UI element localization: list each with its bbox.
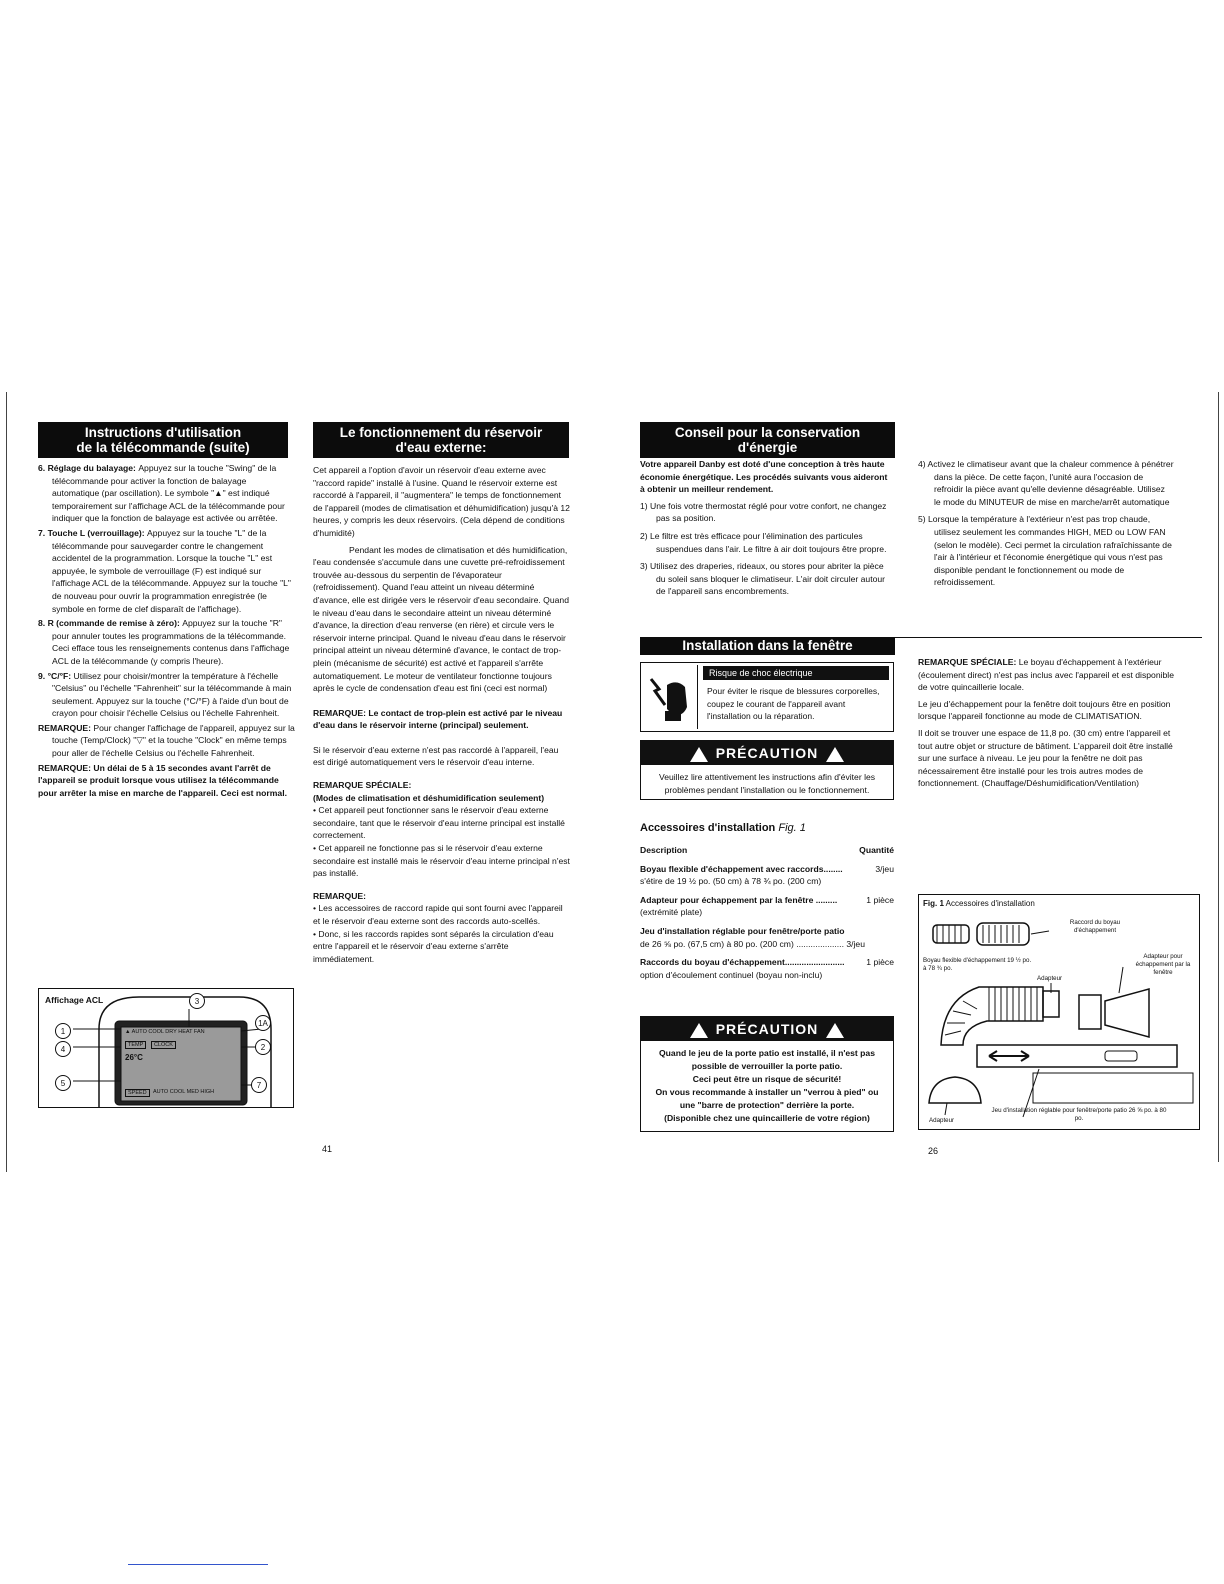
col2-body <box>313 464 571 969</box>
acc-item-qty: 1 pièce <box>866 894 894 905</box>
col1-list-item <box>38 722 296 760</box>
callout-1A: 1A <box>255 1015 271 1031</box>
col2-rem-b2: • Donc, si les raccords rapides sont séparés la circulation d'eau entre l'appareil et le réservoir d'eau externe s'arrête immédiatement. <box>313 928 554 964</box>
acc-qty-head: Quantité <box>859 845 894 855</box>
col2-note1: REMARQUE: Le contact de trop-plein est activé par le niveau d'eau dans le réservoir interne (principal) seulement. <box>313 707 563 731</box>
col2-special-sub: (Modes de climatisation et déshumidification seulement) <box>313 792 545 803</box>
fig1-label-raccord: Raccord du boyau d'échappement <box>1069 919 1121 934</box>
col4-special-title: REMARQUE SPÉCIALE: <box>918 657 1017 667</box>
col2-header-line1: Le fonctionnement du réservoir <box>339 425 543 440</box>
acc-item <box>640 956 894 981</box>
col3-header-line2: d'énergie <box>737 440 798 455</box>
shock-icon <box>643 665 698 729</box>
callout-7: 7 <box>251 1077 267 1093</box>
acc-item <box>640 863 894 888</box>
col4-item-list <box>918 458 1174 589</box>
footer-line <box>128 1564 268 1565</box>
item-title: Réglage du balayage: <box>47 463 139 473</box>
callout-1: 1 <box>55 1023 71 1039</box>
col1-list-item <box>38 617 296 667</box>
item-text: Appuyez sur la touche "L" de la télécommande pour sauvegarder contre le changement accidentel de la programmation. Lorsque la touche "L" est appuyée, le symbole de verrouillage (F) est indiqué sur l'affichage ACL de la télécommande. Appuyez sur la touche "L" de nouveau pour ouvrir la programmation enregistrée (le symbole en forme de clef disparaît de l'affichage). <box>52 527 291 614</box>
col1-list-item <box>38 462 296 525</box>
col1-header <box>38 422 288 458</box>
acc-item <box>640 894 894 919</box>
shock-text: Pour éviter le risque de blessures corporelles, coupez le courant de l'appareil avant l'installation ou la réparation. <box>707 686 880 722</box>
fig1-box <box>918 894 1200 1130</box>
item-text: Appuyez sur la touche "R" pour annuler toutes les programmations de la télécommande. Ceci efface tous les renseignements contenus dans l'affichage ACL de la télécommande (y compris l'heure). <box>52 618 290 666</box>
lcd-text-temp: TEMP <box>125 1041 146 1049</box>
lcd-text-speed: SPEED <box>125 1089 150 1097</box>
col3-item-list <box>640 500 894 598</box>
acc-item-qty: 3/jeu <box>875 863 894 874</box>
col2-para2: Pendant les modes de climatisation et dés humidification, l'eau condensée s'accumule dans une cuvette pré-refroidissement trouvée au-dessous du serpentin de l'évaporateur (refroidissement). Quand l'eau atteint un niveau déterminé d'avance, elle est dirigée vers le réservoir d'eau secondaire. Quand le niveau d'eau dans le secondaire atteint un niveau déterminé d'avance, la direction d'eau renverse (en rière) et circule vers le réservoir interne principal. Quand le niveau d'eau dans le réservoir principal atteint un niveau déterminé d'avance, le contact de trop-plein (mécanisme de sécurité) est activé et l'appareil s'arrête automatiquement. Le moteur de ventilateur fonctionne toujours après le cycle de condensation d'eau est fini (ceci est normal) <box>313 544 569 694</box>
acc-desc-head: Description <box>640 845 688 855</box>
acc-item-sub: option d'écoulement continuel (boyau non-inclu) <box>640 969 823 980</box>
fig1-label-jeu: Jeu d'installation réglable pour fenêtre/porte patio 26 ⅝ po. à 80 po. <box>991 1107 1167 1122</box>
col2-para1: Cet appareil a l'option d'avoir un réservoir d'eau externe avec "raccord rapide" installé à l'usine. Quand le réservoir externe est raccordé à l'appareil, il "augmentera" le temps de fonctionnement de l'appareil (modes de climatisation et déhumidification) jusqu'à 12 heures, y compris les deux réservoirs. (Cela dépend de conditions d'humidité) <box>313 465 570 538</box>
lcd-text-clock: CLOCK <box>151 1041 176 1049</box>
col3-list-item: 1) Une fois votre thermostat réglé pour votre confort, ne changez pas sa position. <box>640 500 887 524</box>
acc-item-name: Boyau flexible d'échappement avec raccords........ <box>640 863 843 874</box>
acc-item-qty: 1 pièce <box>866 957 894 968</box>
col3-list-item: 2) Le filtre est très efficace pour l'élimination des particules suspendues dans l'air. Le filtre à air doit toujours être propre. <box>640 530 887 554</box>
acc-item-sub: s'étire de 19 ½ po. (50 cm) à 78 ¾ po. (200 cm) <box>640 876 822 887</box>
col2-rem-b1: • Les accessoires de raccord rapide qui sont fourni avec l'appareil et le réservoir d'eau externe sont des raccords auto-scellés. <box>313 903 563 926</box>
col1-note: REMARQUE: Un délai de 5 à 15 secondes avant l'arrêt de l'appareil se produit lorsque vous utilisez la télécommande pour arrêter la mise en marche de l'appareil. Ceci est normal. <box>38 762 287 798</box>
caution-line: On vous recommande à installer un "verrou à pied" ou <box>655 1087 879 1097</box>
caution-box-2 <box>640 1016 894 1132</box>
acc-item-sub: de 26 ⅝ po. (67,5 cm) à 80 po. (200 cm) .................... 3/jeu <box>640 938 865 949</box>
col2-rem-title: REMARQUE: <box>313 890 366 901</box>
lcd-text-top: ▲ AUTO COOL DRY HEAT FAN <box>125 1029 205 1035</box>
col1-list-item <box>38 670 296 720</box>
acc-title: Accessoires d'installation <box>640 822 776 834</box>
col4-special <box>918 656 1174 694</box>
caution-text-2 <box>641 1041 893 1125</box>
acc-item-name: Adapteur pour échappement par la fenêtre ......... <box>640 894 838 905</box>
fig1-label-adapteur: Adapteur <box>1037 975 1063 982</box>
lcd-text-value: 26°C <box>125 1053 143 1062</box>
col4-para2: Le jeu d'échappement pour la fenêtre doit toujours être en position lorsque l'appareil fonctionne au mode de CLIMATISATION. <box>918 698 1171 722</box>
col2-special-b1: • Cet appareil peut fonctionner sans le réservoir d'eau externe secondaire, tant que le réservoir d'eau interne principal est installé correctement. <box>313 805 565 841</box>
fig1-caption: Accessoires d'installation <box>945 899 1035 908</box>
caution-line: Quand le jeu de la porte patio est installé, il n'est pas <box>659 1048 875 1058</box>
col4-special-text: Le boyau d'échappement à l'extérieur (écoulement direct) n'est pas inclus avec l'appareil et est disponible de votre quincaillerie locale. <box>918 657 1174 693</box>
callout-4: 4 <box>55 1041 71 1057</box>
col3-body <box>640 458 894 603</box>
acc-items <box>640 863 894 982</box>
col4-list-item: 4) Activez le climatiseur avant que la chaleur commence à pénétrer dans la pièce. De cette façon, l'unité aura l'occasion de refroidir la pièce avant qu'elle devienne désagréable. Utilisez le mode du MINUTEUR de mise en marche/arrêt automatique <box>918 459 1174 507</box>
item-title: REMARQUE: <box>38 722 94 733</box>
page-edge-right <box>1218 392 1219 1162</box>
warning-triangle-icon <box>690 747 708 762</box>
caution-bar-1 <box>641 741 893 765</box>
install-header: Installation dans la fenêtre <box>640 637 895 655</box>
col1-list-item <box>38 527 296 615</box>
item-number: 6. <box>38 463 48 473</box>
item-title: °C/°F: <box>47 670 74 681</box>
col3-intro: Votre appareil Danby est doté d'une conception à très haute économie énergétique. Les procédés suivants vous aideront à obtenir un meilleur rendement. <box>640 459 888 495</box>
item-number: 7. <box>38 527 48 538</box>
acc-item-name: Jeu d'installation réglable pour fenêtre/porte patio <box>640 925 845 936</box>
item-number: 8. <box>38 618 48 629</box>
item-text: Appuyez sur la touche "Swing" de la télécommande pour activer la fonction de balayage automatique (par oscillation). Le symbole "▲" est indiqué temporairement sur l'affichage ACL de la télécommande pour indiquer que la fonction de balayage est activée ou arrêtée. <box>52 463 285 524</box>
acc-item-row <box>640 894 894 907</box>
item-title: R (commande de remise à zéro): <box>47 618 183 629</box>
item-title: Touche L (verrouillage): <box>47 527 148 538</box>
col1-body <box>38 462 296 803</box>
fig1-title: Fig. 1 <box>923 899 944 908</box>
acc-title-row <box>640 822 894 834</box>
lcd-figure-label: Affichage ACL <box>45 995 104 1005</box>
col4-list-item: 5) Lorsque la température à l'extérieur n'est pas trop chaude, utilisez seulement les commandes HIGH, MED ou LOW FAN (selon le modèle). Ceci permet la circulation rafraîchissante de l'air à l'intérieur et l'économie énergétique qui vous n'est pas disponible pendant le fonctionnement ou mode de refroidissement. <box>918 514 1172 588</box>
caution-line: une "barre de protection" derrière la porte. <box>679 1100 855 1110</box>
warning-triangle-icon <box>690 1023 708 1038</box>
item-text: Pour changer l'affichage de l'appareil, appuyez sur la touche (Temp/Clock) "▽" et la touche "Clock" en même temps pour aller de l'échelle Celsius ou l'échelle Fahrenheit. <box>52 722 295 759</box>
fig1-label-boyau: Boyau flexible d'échappement 19 ½ po. à 78 ¾ po. <box>923 957 1032 972</box>
acc-item-row <box>640 925 894 938</box>
shock-warning-box <box>640 662 894 732</box>
warning-triangle-icon <box>826 1023 844 1038</box>
caution-line: Ceci peut être un risque de sécurité! <box>692 1074 842 1084</box>
col1-item-list <box>38 462 296 760</box>
page-edge-left <box>6 392 7 1172</box>
shock-title: Risque de choc électrique <box>703 666 889 680</box>
caution-bar-2 <box>641 1017 893 1041</box>
acc-item-row <box>640 863 894 876</box>
left-page-number: 41 <box>322 1144 333 1154</box>
caution-line: possible de verrouiller la porte patio. <box>691 1061 843 1071</box>
caution-box-1 <box>640 740 894 800</box>
callout-5: 5 <box>55 1075 71 1091</box>
col2-para3: Si le réservoir d'eau externe n'est pas raccordé à l'appareil, l'eau est dirigé automatiquement vers le réservoir d'eau interne. <box>313 744 559 768</box>
acc-item <box>640 925 894 950</box>
callout-3: 3 <box>189 993 205 1009</box>
col4-body <box>918 656 1174 794</box>
caution-label-2: PRÉCAUTION <box>715 1021 819 1037</box>
col3-header <box>640 422 895 458</box>
col3-header-line1: Conseil pour la conservation <box>674 425 861 440</box>
warning-triangle-icon <box>826 747 844 762</box>
col1-header-line2: de la télécommande (suite) <box>76 440 250 455</box>
lcd-text-bottom: AUTO COOL MED HIGH <box>153 1089 215 1095</box>
fig1-label-adapteur-bottom: Adapteur <box>929 1117 955 1124</box>
fig1-label-adapteur-top: Adapteur pour échappement par la fenêtre <box>1135 953 1191 976</box>
col3-list-item: 3) Utilisez des draperies, rideaux, ou stores pour abriter la pièce du soleil sans bloquer le climatiseur. L'air doit circuler autour de l'appareil sans encombrements. <box>640 561 886 597</box>
acc-item-row <box>640 956 894 969</box>
item-number: 9. <box>38 670 48 681</box>
acc-item-sub: (extrémité plate) <box>640 907 703 918</box>
item-text: Utilisez pour choisir/montrer la température à l'échelle "Celsius" ou l'échelle "Fahrenheit" sur la télécommande à main seulement. Appuyez sur la touche (°C/°F) à l'aide d'un bout de crayon pour choisir l'échelle Celsius ou l'échelle Fahrenheit. <box>52 670 292 719</box>
caution-label-1: PRÉCAUTION <box>715 745 819 761</box>
col1-header-line1: Instructions d'utilisation <box>84 425 242 440</box>
lcd-figure <box>38 988 294 1108</box>
col2-special-title: REMARQUE SPÉCIALE: <box>313 780 412 791</box>
col2-header <box>313 422 569 458</box>
acc-list <box>640 844 894 987</box>
col4-top <box>918 458 1174 594</box>
acc-head-row <box>640 844 894 857</box>
caution-line: (Disponible chez une quincaillerie de votre région) <box>664 1113 870 1123</box>
acc-item-name: Raccords du boyau d'échappement......................... <box>640 957 845 968</box>
callout-2: 2 <box>255 1039 271 1055</box>
col2-header-line2: d'eau externe: <box>395 440 487 455</box>
caution-text-1: Veuillez lire attentivement les instructions afin d'éviter les problèmes pendant l'installation ou le fonctionnement. <box>658 772 876 795</box>
acc-fig: Fig. 1 <box>778 822 806 834</box>
col2-special-b2: • Cet appareil ne fonctionne pas si le réservoir d'eau externe secondaire est installé mais le réservoir d'eau interne principal n'est pas installé. <box>313 843 570 879</box>
right-page-number: 26 <box>928 1146 939 1156</box>
col4-para3: Il doit se trouver une espace de 11,8 po. (30 cm) entre l'appareil et tout autre objet or structure de bâtiment. L'appareil doit être installé sur une surface à niveau. Le jeu pour la fenêtre ne doit pas nécessairement être installé pour les trois autres modes de fonctionnement. (Chauffage/Déshumidification/Ventilation) <box>918 727 1173 789</box>
